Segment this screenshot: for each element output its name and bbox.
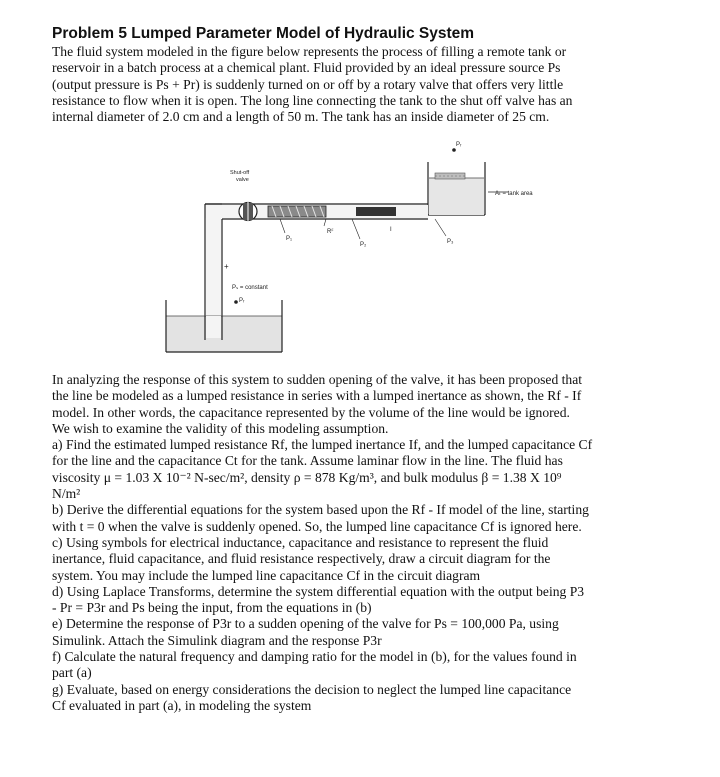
pr-bottom-dot bbox=[234, 300, 238, 304]
body-line: d) Using Laplace Transforms, determine the system differential equation with the output being P3 bbox=[52, 583, 585, 599]
shutoff-valve bbox=[239, 202, 257, 221]
rf-leader bbox=[324, 219, 326, 226]
body-line: for the line and the capacitance Ct for the tank. Assume laminar flow in the line. The fluid has bbox=[52, 453, 563, 469]
problem-title: Problem 5 Lumped Parameter Model of Hydraulic System bbox=[52, 25, 475, 42]
ps-constant-label: Pₛ = constant bbox=[232, 285, 268, 291]
body-line: e) Determine the response of P3r to a sudden opening of the valve for Ps = 100,000 Pa, using bbox=[52, 616, 559, 632]
body-line: inertance, fluid capacitance, and fluid resistance respectively, draw a circuit diagram for the bbox=[52, 551, 551, 567]
body-line: the line be modeled as a lumped resistance in series with a lumped inertance as shown, the Rf - If bbox=[52, 388, 582, 404]
source-reservoir bbox=[166, 300, 282, 352]
body-line: We wish to examine the validity of this modeling assumption. bbox=[52, 420, 389, 436]
body-line: Cf evaluated in part (a), in modeling the system bbox=[52, 697, 312, 713]
tank-area-label: Aₜ = tank area bbox=[495, 191, 533, 197]
body-line: c) Using symbols for electrical inductance, capacitance and resistance to represent the fluid bbox=[52, 534, 549, 550]
body-line: - Pr = P3r and Ps being the input, from the equations in (b) bbox=[52, 600, 372, 616]
body-line: g) Evaluate, based on energy considerations the decision to neglect the lumped line capacitance bbox=[52, 681, 572, 697]
rf-label: Rꟳ bbox=[327, 229, 334, 235]
body-line: b) Derive the differential equations for the system based upon the Rf - If model of the line, starting bbox=[52, 502, 589, 518]
body-line: system. You may include the lumped line capacitance Cf in the circuit diagram bbox=[52, 567, 481, 583]
inertance-element bbox=[356, 207, 396, 216]
plus-sign: + bbox=[224, 262, 229, 271]
body-line: f) Calculate the natural frequency and damping ratio for the model in (b), for the values found in bbox=[52, 649, 577, 665]
p1-leader bbox=[280, 219, 285, 233]
pr-top-label: Pᵣ bbox=[456, 142, 462, 148]
body-line: viscosity μ = 1.03 X 10⁻² N-sec/m², density ρ = 878 Kg/m³, and bulk modulus β = 1.38 X 10⁹ bbox=[52, 469, 562, 485]
intro-line: The fluid system modeled in the figure below represents the process of filling a remote tank or bbox=[52, 44, 567, 59]
hydraulic-system-figure bbox=[150, 140, 690, 370]
remote-tank bbox=[428, 162, 485, 215]
body-line: Simulink. Attach the Simulink diagram and the response P3r bbox=[52, 632, 382, 648]
body-line: model. In other words, the capacitance represented by the volume of the line would be ignored. bbox=[52, 404, 570, 420]
intro-line: resistance to flow when it is open. The long line connecting the tank to the shut off valve has an bbox=[52, 92, 573, 108]
i-label: I bbox=[390, 227, 392, 233]
body-line: In analyzing the response of this system to sudden opening of the valve, it has been proposed that bbox=[52, 372, 583, 387]
body-line: with t = 0 when the valve is suddenly opened. So, the lumped line capacitance Cf is ignored here. bbox=[52, 518, 582, 534]
p2-leader bbox=[352, 219, 360, 239]
p3-label: P₃ bbox=[447, 239, 454, 245]
p3-leader bbox=[435, 219, 446, 236]
problem-body bbox=[52, 372, 682, 714]
shutoff-label-2: valve bbox=[236, 177, 249, 183]
intro-line: internal diameter of 2.0 cm and a length of 50 m. The tank has an inside diameter of 25 cm. bbox=[52, 109, 550, 125]
p2-label: P₂ bbox=[360, 242, 367, 248]
shutoff-label-1: Shut-off bbox=[230, 170, 250, 176]
problem-intro bbox=[52, 44, 672, 125]
intro-line: reservoir in a batch process at a chemical plant. Fluid provided by an ideal pressure source Ps bbox=[52, 60, 561, 76]
body-line: part (a) bbox=[52, 665, 92, 681]
resistance-element bbox=[268, 206, 326, 217]
p1-label: P₁ bbox=[286, 236, 293, 242]
body-line: a) Find the estimated lumped resistance Rf, the lumped inertance If, and the lumped capacitance Cf bbox=[52, 437, 593, 453]
body-line: N/m² bbox=[52, 486, 81, 502]
pr-bottom-label: Pᵣ bbox=[239, 298, 245, 304]
pr-top-dot bbox=[452, 148, 456, 152]
intro-line: (output pressure is Ps + Pr) is suddenly turned on or off by a rotary valve that offers very little bbox=[52, 76, 564, 92]
